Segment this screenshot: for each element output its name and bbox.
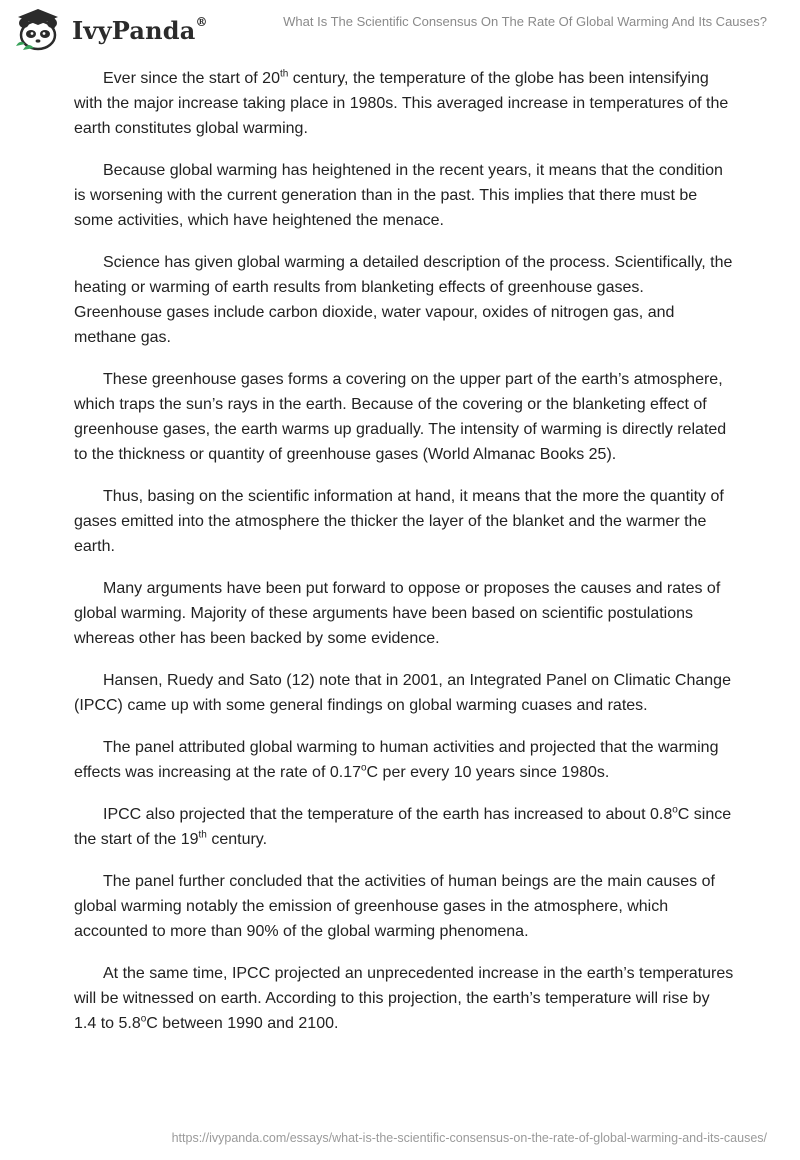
paragraph-10 bbox=[74, 869, 734, 944]
paragraph-1 bbox=[74, 66, 734, 141]
brand-name[interactable] bbox=[72, 16, 208, 45]
paragraph-11 bbox=[74, 961, 734, 1036]
paragraph-6 bbox=[74, 576, 734, 651]
paragraph-text: Many arguments have been put forward to oppose or proposes the causes and rates of global warming. Majority of these arguments have been based on scientific postulations whereas other has been backed by some evidence. bbox=[74, 580, 721, 647]
paragraph-8 bbox=[74, 735, 734, 785]
paragraph-text: Because global warming has heightened in the recent years, it means that the condition is worsening with the current generation than in the past. This implies that there must be some activities, which have heightened the menace. bbox=[74, 162, 723, 229]
paragraph-text: C per every 10 years since 1980s. bbox=[366, 764, 610, 781]
paragraph-text: century. bbox=[206, 831, 268, 848]
paragraph-text: C between 1990 and 2100. bbox=[146, 1015, 339, 1032]
paragraph-4 bbox=[74, 367, 734, 467]
paragraph-text: Ever since the start of 20 bbox=[103, 70, 280, 87]
brand-text: IvyPanda bbox=[72, 16, 196, 45]
superscript: th bbox=[279, 68, 289, 80]
paragraph-text: IPCC also projected that the temperature of the earth has increased to about 0.8 bbox=[103, 806, 673, 823]
ivypanda-logo-icon[interactable] bbox=[14, 8, 62, 52]
superscript: o bbox=[672, 804, 678, 816]
paragraph-2 bbox=[74, 158, 734, 233]
paragraph-text: C since the start of the 19 bbox=[74, 806, 732, 848]
paragraph-text: Hansen, Ruedy and Sato (12) note that in 2001, an Integrated Panel on Climatic Change (IPCC) came up with some general findings on global warming cuases and rates. bbox=[74, 672, 731, 714]
paragraph-5 bbox=[74, 484, 734, 559]
paragraph-3 bbox=[74, 250, 734, 350]
paragraph-text: century, the temperature of the globe has been intensifying with the major increase taking place in 1980s. This averaged increase in temperatures of the earth constitutes global warming. bbox=[74, 70, 729, 137]
paragraph-text: These greenhouse gases forms a covering on the upper part of the earth’s atmosphere, which traps the sun’s rays in the earth. Because of the covering or the blanketing effect of greenhouse gases, the earth warms up gradually. The intensity of warming is directly related to the thickness or quantity of greenhouse gases (World Almanac Books 25). bbox=[74, 371, 727, 463]
essay-body bbox=[74, 66, 734, 1053]
page-title: What Is The Scientific Consensus On The Rate Of Global Warming And Its Causes? bbox=[283, 14, 767, 29]
brand-registered-mark: ® bbox=[195, 15, 208, 29]
superscript: th bbox=[198, 829, 207, 841]
paragraph-text: At the same time, IPCC projected an unprecedented increase in the earth’s temperatures will be witnessed on earth. According to this projection, the earth’s temperature will rise by 1.4 to 5.8 bbox=[74, 965, 734, 1032]
paragraph-text: Thus, basing on the scientific information at hand, it means that the more the quantity of gases emitted into the atmosphere the thicker the layer of the blanket and the warmer the earth. bbox=[74, 488, 724, 555]
paragraph-text: The panel further concluded that the activities of human beings are the main causes of global warming notably the emission of greenhouse gases in the atmosphere, which accounted to more than 90% of the global warming phenomena. bbox=[74, 873, 715, 940]
paragraph-9 bbox=[74, 802, 734, 852]
page-header bbox=[0, 0, 800, 60]
superscript: o bbox=[140, 1013, 147, 1025]
paragraph-7 bbox=[74, 668, 734, 718]
paragraph-text: Science has given global warming a detailed description of the process. Scientifically, the heating or warming of earth results from blanketing effects of greenhouse gases. Greenhouse gases include carbon dioxide, water vapour, oxides of nitrogen gas, and methane gas. bbox=[74, 254, 733, 346]
superscript: o bbox=[360, 762, 367, 774]
paragraph-text: The panel attributed global warming to human activities and projected that the warming effects was increasing at the rate of 0.17 bbox=[74, 739, 719, 781]
source-url[interactable]: https://ivypanda.com/essays/what-is-the-scientific-consensus-on-the-rate-of-global-warming-and-its-causes/ bbox=[171, 1131, 767, 1145]
